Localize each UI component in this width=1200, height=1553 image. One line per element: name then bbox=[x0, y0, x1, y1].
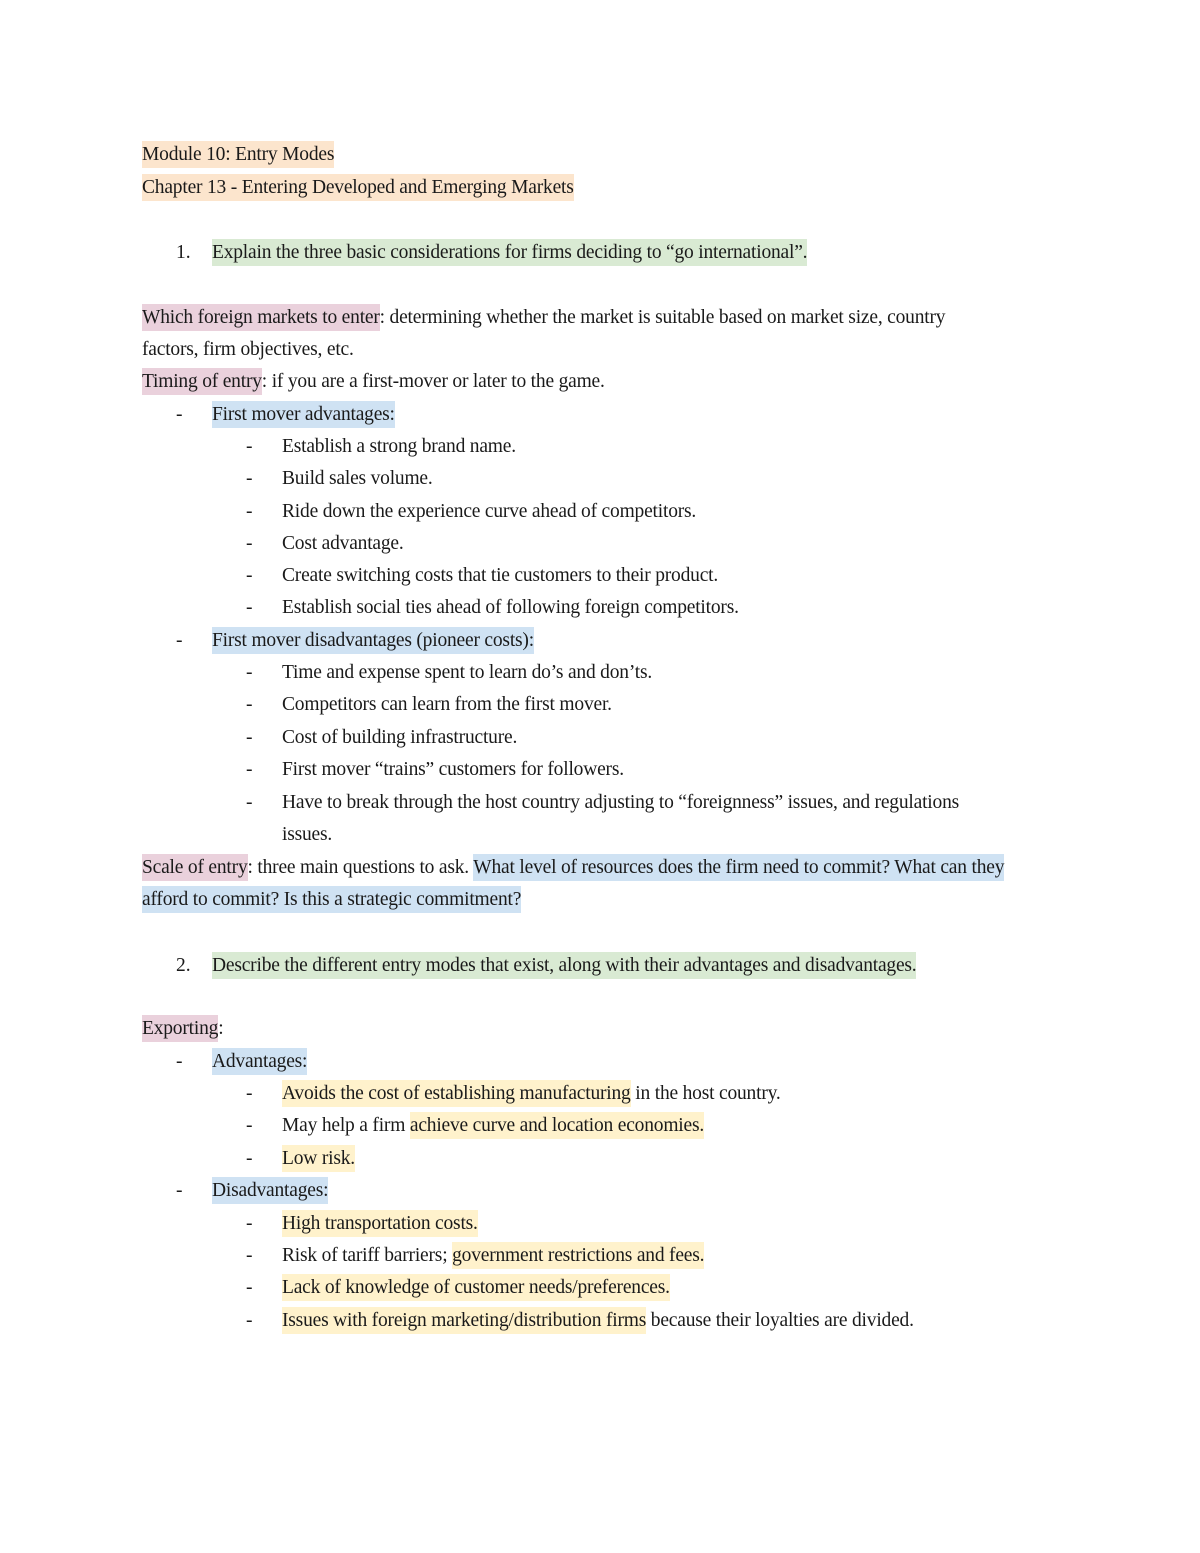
list-item: Avoids the cost of establishing manufacturing in the host country. bbox=[282, 1078, 781, 1110]
list-item: Create switching costs that tie customers to their product. bbox=[282, 565, 719, 586]
which-markets-line: Which foreign markets to enter: determining whether the market is suitable based on market size, country bbox=[142, 302, 945, 334]
list-item: First mover “trains” customers for followers. bbox=[282, 759, 624, 780]
bullet-dash: - bbox=[246, 533, 253, 554]
advantages-heading: Advantages: bbox=[212, 1046, 307, 1078]
list-item: Have to break through the host country adjusting to “foreignness” issues, and regulations bbox=[282, 792, 960, 813]
first-mover-advantages-heading: First mover advantages: bbox=[212, 399, 395, 431]
list-item: Establish a strong brand name. bbox=[282, 436, 516, 457]
disadvantages-heading: Disadvantages: bbox=[212, 1175, 328, 1207]
bullet-dash: - bbox=[246, 1083, 253, 1104]
bullet-dash: - bbox=[176, 1051, 183, 1072]
list-item: Ride down the experience curve ahead of competitors. bbox=[282, 501, 697, 522]
bullet-dash: - bbox=[176, 1180, 183, 1201]
bullet-dash: - bbox=[246, 565, 253, 586]
bullet-dash: - bbox=[246, 1115, 253, 1136]
list-item: Establish social ties ahead of following foreign competitors. bbox=[282, 597, 739, 618]
module-title: Module 10: Entry Modes bbox=[142, 139, 334, 171]
exporting-heading: Exporting: bbox=[142, 1013, 223, 1045]
list-item: High transportation costs. bbox=[282, 1208, 478, 1240]
bullet-dash: - bbox=[246, 468, 253, 489]
timing-line: Timing of entry: if you are a first-mover or later to the game. bbox=[142, 366, 605, 398]
bullet-dash: - bbox=[246, 694, 253, 715]
q1-text: Explain the three basic considerations for firms deciding to “go international”. bbox=[212, 237, 807, 269]
q2-number: 2. bbox=[176, 955, 191, 976]
bullet-dash: - bbox=[246, 759, 253, 780]
list-item: Issues with foreign marketing/distribution firms because their loyalties are divided. bbox=[282, 1305, 914, 1337]
list-item: Cost of building infrastructure. bbox=[282, 727, 518, 748]
bullet-dash: - bbox=[176, 630, 183, 651]
chapter-title: Chapter 13 - Entering Developed and Emerging Markets bbox=[142, 172, 574, 204]
first-mover-disadvantages-heading: First mover disadvantages (pioneer costs): bbox=[212, 625, 534, 657]
bullet-dash: - bbox=[246, 792, 253, 813]
which-markets-line-2: factors, firm objectives, etc. bbox=[142, 339, 354, 360]
bullet-dash: - bbox=[246, 1213, 253, 1234]
bullet-dash: - bbox=[246, 727, 253, 748]
list-item-continuation: issues. bbox=[282, 824, 333, 845]
bullet-dash: - bbox=[246, 1310, 253, 1331]
list-item: Build sales volume. bbox=[282, 468, 433, 489]
bullet-dash: - bbox=[246, 597, 253, 618]
list-item: Time and expense spent to learn do’s and don’ts. bbox=[282, 662, 653, 683]
list-item: Risk of tariff barriers; government restrictions and fees. bbox=[282, 1240, 704, 1272]
bullet-dash: - bbox=[246, 501, 253, 522]
list-item: Competitors can learn from the first mover. bbox=[282, 694, 612, 715]
q1-number: 1. bbox=[176, 242, 191, 263]
bullet-dash: - bbox=[246, 436, 253, 457]
bullet-dash: - bbox=[246, 1277, 253, 1298]
scale-line: Scale of entry: three main questions to ask. What level of resources does the firm need to commit? What can they bbox=[142, 852, 1004, 884]
bullet-dash: - bbox=[246, 1245, 253, 1266]
bullet-dash: - bbox=[176, 404, 183, 425]
scale-line-2: afford to commit? Is this a strategic commitment? bbox=[142, 884, 521, 916]
bullet-dash: - bbox=[246, 662, 253, 683]
list-item: Low risk. bbox=[282, 1143, 355, 1175]
q2-text: Describe the different entry modes that exist, along with their advantages and disadvantages. bbox=[212, 950, 916, 982]
list-item: May help a firm achieve curve and location economies. bbox=[282, 1110, 704, 1142]
list-item: Lack of knowledge of customer needs/preferences. bbox=[282, 1272, 670, 1304]
list-item: Cost advantage. bbox=[282, 533, 404, 554]
bullet-dash: - bbox=[246, 1148, 253, 1169]
